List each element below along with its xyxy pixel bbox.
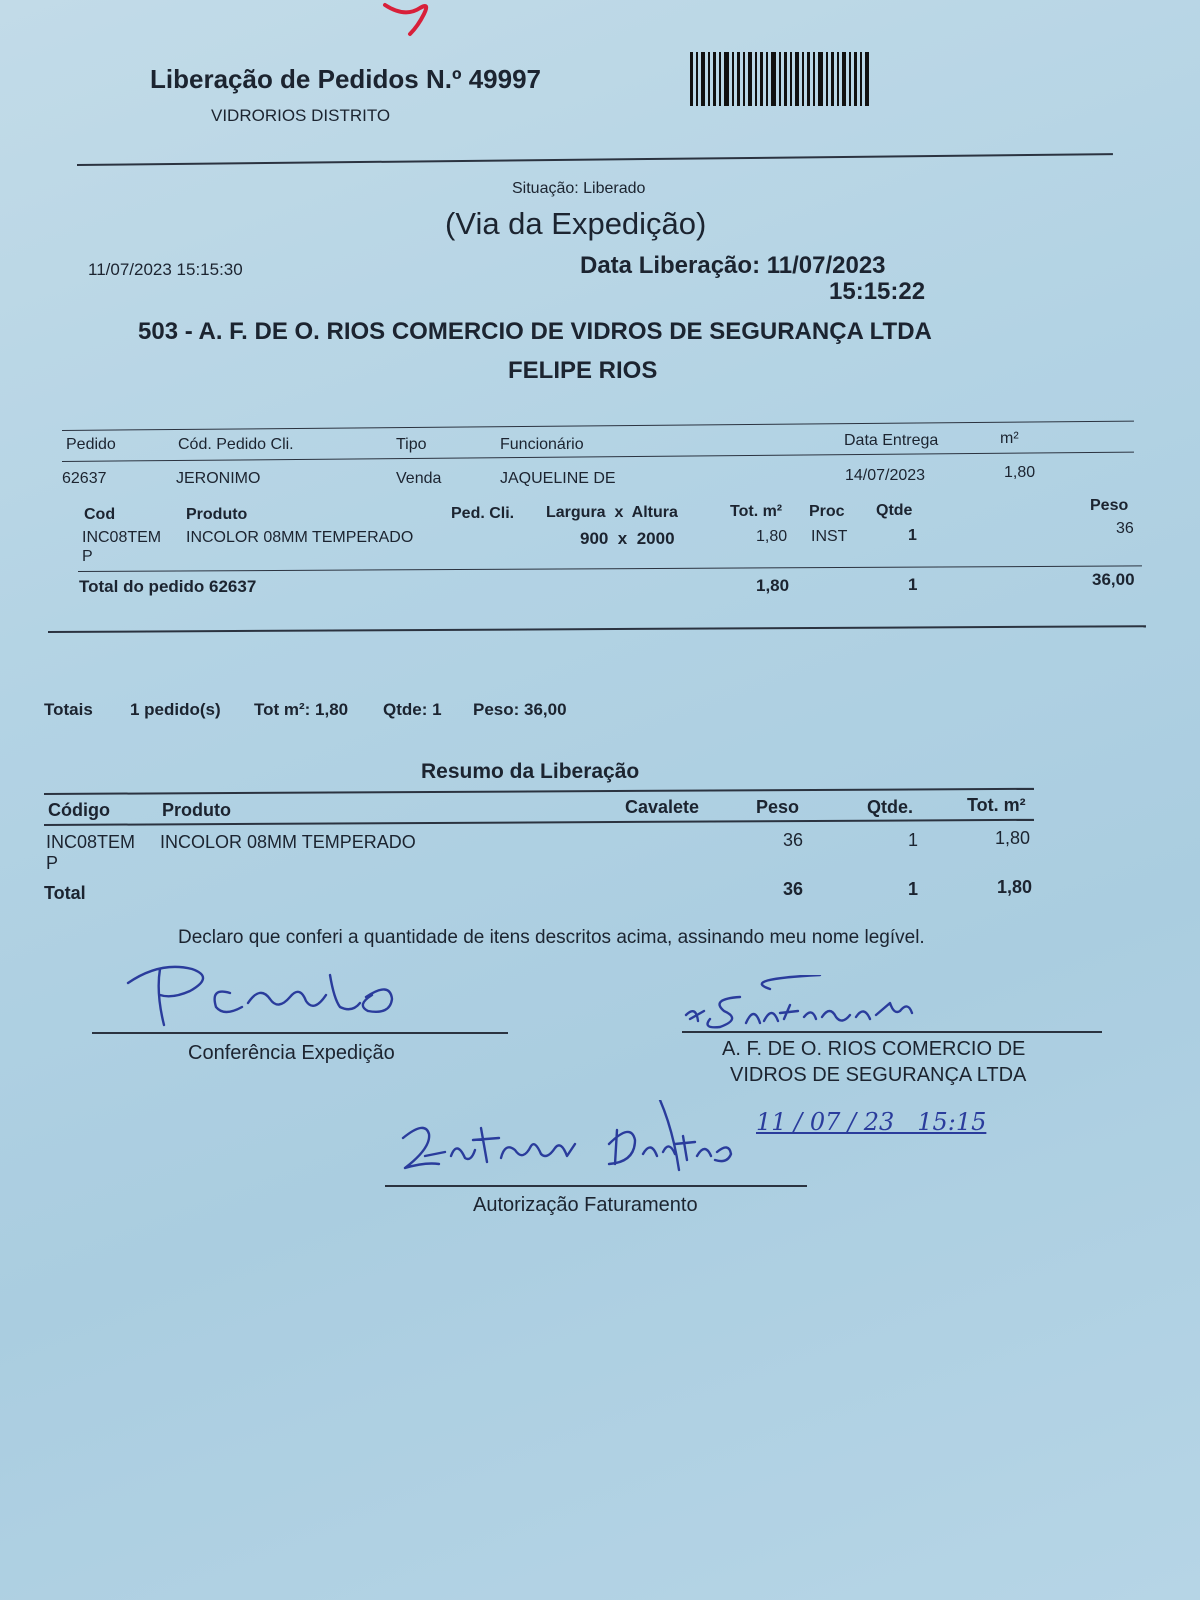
item-header-ped-cli: Ped. Cli. (451, 505, 515, 522)
release-time: 15:15:22 (829, 278, 926, 305)
item-header-peso: Peso (1090, 497, 1129, 514)
item-total-tot-m2: 1,80 (756, 576, 790, 595)
summary-header-peso: Peso (756, 797, 800, 817)
order-header-cod-pedido-cli: Cód. Pedido Cli. (178, 436, 294, 453)
company-name: VIDRORIOS DISTRITO (211, 106, 391, 125)
barcode (690, 52, 872, 106)
order-funcionario: JAQUELINE DE (500, 470, 616, 487)
declaration-text: Declaro que conferi a quantidade de itens descritos acima, assinando meu nome legível. (178, 927, 925, 948)
item-proc: INST (811, 528, 848, 545)
document-title: Liberação de Pedidos N.º 49997 (150, 64, 541, 94)
summary-title: Resumo da Liberação (421, 760, 640, 783)
summary-total-label: Total (44, 883, 86, 903)
item-dims: 900 x 2000 (580, 529, 675, 548)
summary-header-codigo: Código (48, 800, 110, 820)
conferencia-line (92, 1032, 508, 1034)
order-header-tipo: Tipo (396, 436, 427, 453)
item-total-rule (78, 565, 1142, 572)
summary-peso: 36 (783, 830, 804, 850)
summary-top-rule (44, 788, 1034, 795)
autorizacao-signature (395, 1100, 745, 1180)
item-header-dims: Largura x Altura (546, 504, 678, 521)
item-total-peso: 36,00 (1092, 570, 1135, 589)
summary-qtde: 1 (908, 830, 919, 850)
item-cod-line1: INC08TEM (82, 529, 162, 546)
totals-tot-m2: Tot m²: 1,80 (254, 700, 349, 719)
summary-produto: INCOLOR 08MM TEMPERADO (160, 832, 416, 852)
autorizacao-line (385, 1185, 807, 1187)
item-cod-line2: P (82, 548, 93, 565)
header-divider (77, 153, 1113, 166)
printed-timestamp: 11/07/2023 15:15:30 (88, 260, 243, 279)
item-qtde: 1 (908, 527, 917, 544)
item-header-qtde: Qtde (876, 502, 913, 519)
client-signature (680, 975, 940, 1035)
release-date: Data Liberação: 11/07/2023 (580, 252, 886, 279)
summary-header-produto: Produto (162, 800, 231, 820)
order-m2: 1,80 (1004, 464, 1036, 481)
totals-pedidos: 1 pedido(s) (130, 700, 221, 719)
summary-total-peso: 36 (783, 879, 804, 899)
red-pen-mark (380, 0, 460, 40)
autorizacao-label: Autorização Faturamento (473, 1194, 698, 1216)
item-header-cod: Cod (84, 506, 116, 523)
item-peso: 36 (1116, 520, 1134, 537)
order-cod-pedido-cli: JERONIMO (176, 470, 261, 487)
handwritten-date: 11 / 07 / 23 15:15 (756, 1108, 987, 1136)
order-data-entrega: 14/07/2023 (845, 467, 926, 484)
item-table-bottom-rule (48, 625, 1146, 633)
conferencia-signature (120, 955, 420, 1035)
status-text: Situação: Liberado (512, 180, 646, 197)
order-table-top-rule (62, 421, 1134, 431)
order-tipo: Venda (396, 470, 442, 487)
item-total-label: Total do pedido 62637 (79, 577, 257, 596)
order-pedido: 62637 (62, 470, 107, 487)
item-produto: INCOLOR 08MM TEMPERADO (186, 529, 414, 546)
client-contact: FELIPE RIOS (508, 357, 658, 384)
order-header-pedido: Pedido (66, 436, 116, 453)
order-header-data-entrega: Data Entrega (844, 432, 939, 449)
summary-header-qtde: Qtde. (867, 797, 914, 817)
summary-header-tot-m2: Tot. m² (967, 795, 1026, 815)
summary-codigo-line1: INC08TEM (46, 832, 136, 852)
item-header-produto: Produto (186, 506, 248, 523)
summary-total-qtde: 1 (908, 879, 919, 899)
client-sign-line (682, 1031, 1102, 1033)
summary-total-tot-m2: 1,80 (997, 877, 1033, 897)
copy-label: (Via da Expedição) (445, 206, 707, 241)
item-tot-m2: 1,80 (756, 528, 788, 545)
order-header-funcionario: Funcionário (500, 436, 584, 453)
client-name: 503 - A. F. DE O. RIOS COMERCIO DE VIDROS DE SEGURANÇA LTDA (138, 318, 932, 345)
item-header-proc: Proc (809, 503, 845, 520)
order-header-m2: m² (1000, 430, 1019, 447)
client-sign-name-line1: A. F. DE O. RIOS COMERCIO DE (722, 1038, 1026, 1060)
totals-peso: Peso: 36,00 (473, 700, 567, 719)
totals-qtde: Qtde: 1 (383, 700, 442, 719)
item-total-qtde: 1 (908, 575, 918, 594)
client-sign-name-line2: VIDROS DE SEGURANÇA LTDA (730, 1064, 1027, 1086)
item-header-tot-m2: Tot. m² (730, 503, 783, 520)
totals-label: Totais (44, 700, 93, 719)
summary-tot-m2: 1,80 (995, 828, 1031, 848)
summary-header-cavalete: Cavalete (625, 797, 700, 817)
conferencia-label: Conferência Expedição (188, 1042, 395, 1064)
summary-codigo-line2: P (46, 853, 59, 873)
